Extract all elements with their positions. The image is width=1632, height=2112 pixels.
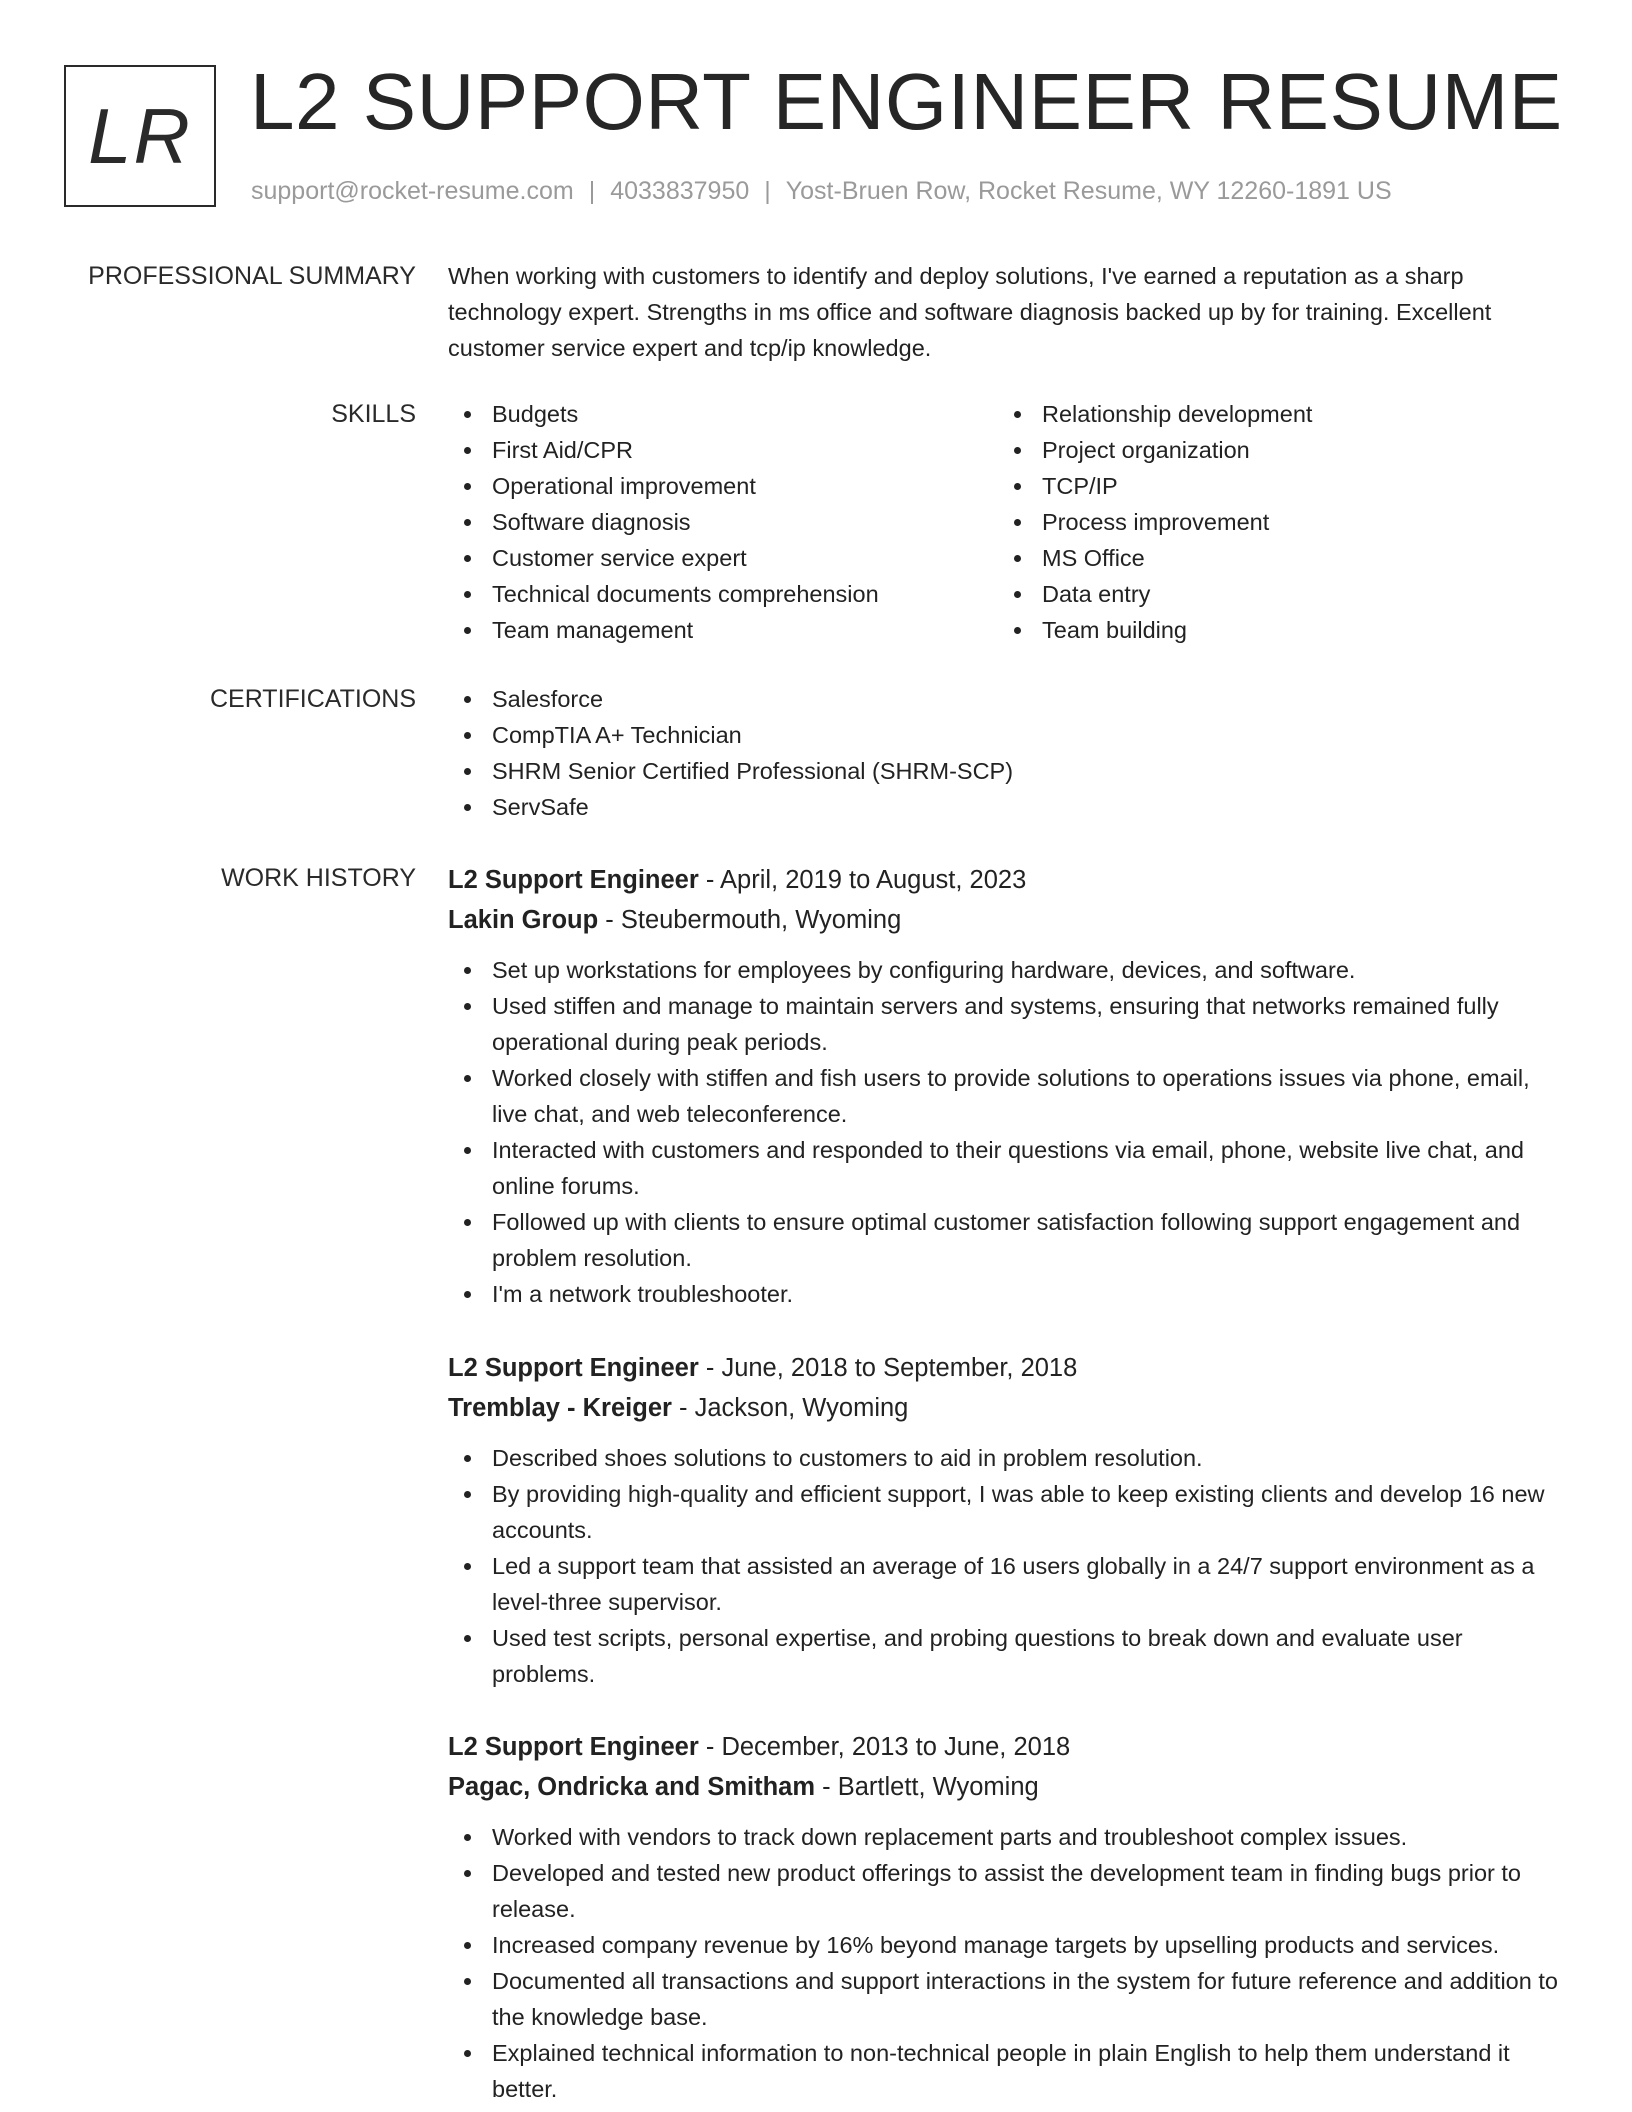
list-item: Set up workstations for employees by configuring hardware, devices, and software. [448,952,1568,988]
job-company-line [448,1767,1568,1807]
list-item: Relationship development [998,396,1548,432]
list-item: Used stiffen and manage to maintain servers and systems, ensuring that networks remained fully operational during peak periods. [448,988,1568,1060]
skills-list-left [448,396,998,648]
contact-line [251,174,1392,208]
list-item: Operational improvement [448,468,998,504]
list-item: Worked closely with stiffen and fish users to provide solutions to operations issues via phone, email, live chat, and web teleconference. [448,1060,1568,1132]
summary-text: When working with customers to identify and deploy solutions, I've earned a reputation as a sharp technology expert. Strengths in ms office and software diagnosis backed up by for training. Excellent customer service expert and tcp/ip knowledge. [448,263,1492,361]
list-item: Software diagnosis [448,504,998,540]
job-company-line [448,900,1568,940]
job-company: Tremblay - Kreiger [448,1394,672,1422]
list-item: Customer service expert [448,540,998,576]
certifications-body [448,681,1568,825]
monogram-logo: LR [64,65,216,207]
list-item: SHRM Senior Certified Professional (SHRM-SCP) [448,753,1568,789]
list-item: MS Office [998,540,1548,576]
list-item: TCP/IP [998,468,1548,504]
job-title: L2 Support Engineer [448,1354,699,1382]
list-item: Project organization [998,432,1548,468]
summary-label: PROFESSIONAL SUMMARY [88,262,416,290]
job-bullets [448,952,1568,1312]
list-item: Developed and tested new product offerings to assist the development team in finding bugs prior to release. [448,1855,1568,1927]
contact-separator: | [588,177,596,205]
job-dates: - April, 2019 to August, 2023 [698,866,1027,894]
list-item: Explained technical information to non-technical people in plain English to help them understand it better. [448,2035,1568,2107]
list-item: First Aid/CPR [448,432,998,468]
list-item: ServSafe [448,789,1568,825]
certifications-label: CERTIFICATIONS [209,685,416,713]
job-location: - Bartlett, Wyoming [815,1773,1039,1801]
list-item: Data entry [998,576,1548,612]
summary-body [448,258,1568,366]
job-title: L2 Support Engineer [448,866,699,894]
job-entry [448,1348,1568,1692]
skills-body [448,396,1568,648]
list-item: Led a support team that assisted an average of 16 users globally in a 24/7 support environment as a level-three supervisor. [448,1548,1568,1620]
skills-list-right [998,396,1548,648]
list-item: Budgets [448,396,998,432]
list-item: By providing high-quality and efficient support, I was able to keep existing clients and develop 16 new accounts. [448,1476,1568,1548]
list-item: Team management [448,612,998,648]
list-item: I'm a network troubleshooter. [448,1276,1568,1312]
skills-label: SKILLS [331,400,416,428]
job-title-line [448,1348,1568,1388]
list-item: Salesforce [448,681,1568,717]
work-history-label: WORK HISTORY [221,864,416,892]
job-company-line [448,1388,1568,1428]
job-title: L2 Support Engineer [448,1733,699,1761]
job-company: Pagac, Ondricka and Smitham [448,1773,816,1801]
job-bullets [448,1440,1568,1692]
list-item: Increased company revenue by 16% beyond manage targets by upselling products and services. [448,1927,1568,1963]
list-item: Used test scripts, personal expertise, and probing questions to break down and evaluate user problems. [448,1620,1568,1692]
job-title-line [448,1727,1568,1767]
resume-title: L2 SUPPORT ENGINEER RESUME [250,57,1563,146]
list-item: Team building [998,612,1548,648]
job-entry [448,1727,1568,2107]
list-item: Interacted with customers and responded to their questions via email, phone, website live chat, and online forums. [448,1132,1568,1204]
list-item: Worked with vendors to track down replacement parts and troubleshoot complex issues. [448,1819,1568,1855]
list-item: Technical documents comprehension [448,576,998,612]
list-item: Documented all transactions and support interactions in the system for future reference and addition to the knowledge base. [448,1963,1568,2035]
contact-email[interactable]: support@rocket-resume.com [251,177,574,205]
list-item: Followed up with clients to ensure optimal customer satisfaction following support engagement and problem resolution. [448,1204,1568,1276]
job-dates: - December, 2013 to June, 2018 [698,1733,1071,1761]
job-entry [448,860,1568,1312]
contact-phone[interactable]: 4033837950 [610,177,750,205]
contact-address: Yost-Bruen Row, Rocket Resume, WY 12260-1891 US [785,177,1392,205]
job-dates: - June, 2018 to September, 2018 [698,1354,1078,1382]
list-item: Process improvement [998,504,1548,540]
job-bullets [448,1819,1568,2107]
job-company: Lakin Group [448,906,599,934]
list-item: Described shoes solutions to customers to aid in problem resolution. [448,1440,1568,1476]
job-location: - Jackson, Wyoming [671,1394,909,1422]
contact-separator: | [764,177,771,205]
certifications-list [448,681,1568,825]
job-title-line [448,860,1568,900]
job-location: - Steubermouth, Wyoming [598,906,902,934]
list-item: CompTIA A+ Technician [448,717,1568,753]
